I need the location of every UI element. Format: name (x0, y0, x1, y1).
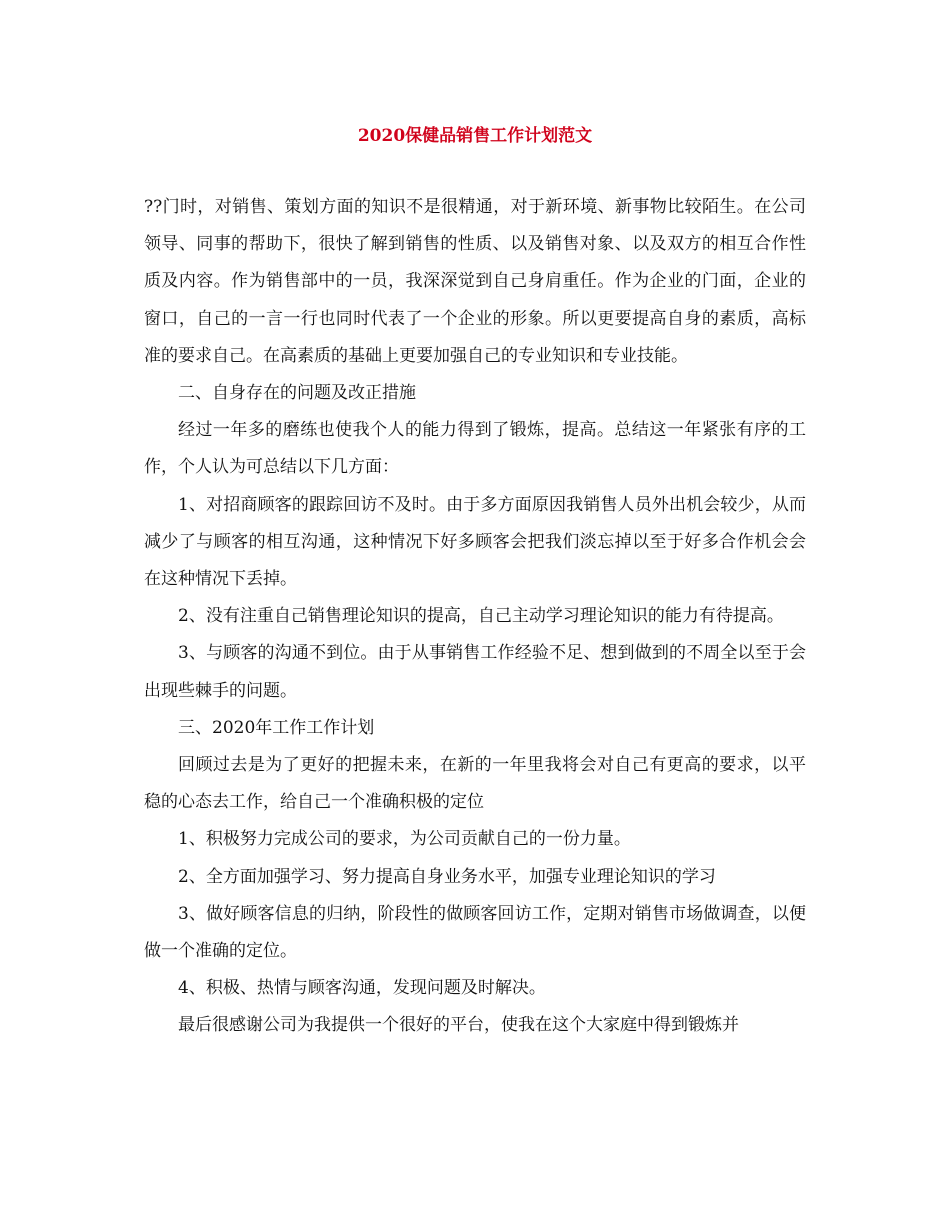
list-item-plan-4: 4、积极、热情与顾客沟通，发现问题及时解决。 (178, 978, 546, 999)
list-item-problem-3: 3、与顾客的沟通不到位。由于从事销售工作经验不足、想到做到的不周全以至于会出现些棘手的问题。 (144, 643, 806, 701)
paragraph-summary: 经过一年多的磨练也使我个人的能力得到了锻炼，提高。总结这一年紧张有序的工作，个人认为可总结以下几方面： (144, 420, 806, 478)
section-heading-problems: 二、自身存在的问题及改正措施 (178, 383, 416, 404)
list-item-plan-3: 3、做好顾客信息的归纳，阶段性的做顾客回访工作，定期对销售市场做调查，以便做一个准确的定位。 (144, 903, 806, 962)
document-title: 2020保健品销售工作计划范文 (357, 126, 593, 146)
paragraph-closing: 最后很感谢公司为我提供一个很好的平台，使我在这个大家庭中得到锻炼并 (178, 1015, 739, 1036)
list-item-problem-1: 1、对招商顾客的跟踪回访不及时。由于多方面原因我销售人员外出机会较少，从而减少了与顾客的相互沟通，这种情况下好多顾客会把我们淡忘掉以至于好多合作机会会在这种情况下丢掉。 (144, 494, 806, 590)
paragraph-intro: ??门时，对销售、策划方面的知识不是很精通，对于新环境、新事物比较陌生。在公司领导、同事的帮助下，很快了解到销售的性质、以及销售对象、以及双方的相互合作性质及内容。作为销售部中的一员，我深深觉到自己身肩重任。作为企业的门面，企业的窗口，自己的一言一行也同时代表了一个企业的形象。所以更要提高自身的素质，高标准的要求自己。在高素质的基础上更要加强自己的专业知识和专业技能。 (144, 197, 806, 366)
paragraph-plan-intro: 回顾过去是为了更好的把握未来，在新的一年里我将会对自己有更高的要求，以平稳的心态去工作，给自己一个准确积极的定位 (144, 755, 806, 813)
document-body (144, 189, 806, 1045)
list-item-plan-2: 2、全方面加强学习、努力提高自身业务水平，加强专业理论知识的学习 (178, 866, 716, 887)
list-item-plan-1: 1、积极努力完成公司的要求，为公司贡献自己的一份力量。 (178, 829, 631, 850)
section-heading-plan: 三、2020年工作工作计划 (178, 717, 375, 738)
list-item-problem-2: 2、没有注重自己销售理论知识的提高，自己主动学习理论知识的能力有待提高。 (178, 606, 784, 627)
